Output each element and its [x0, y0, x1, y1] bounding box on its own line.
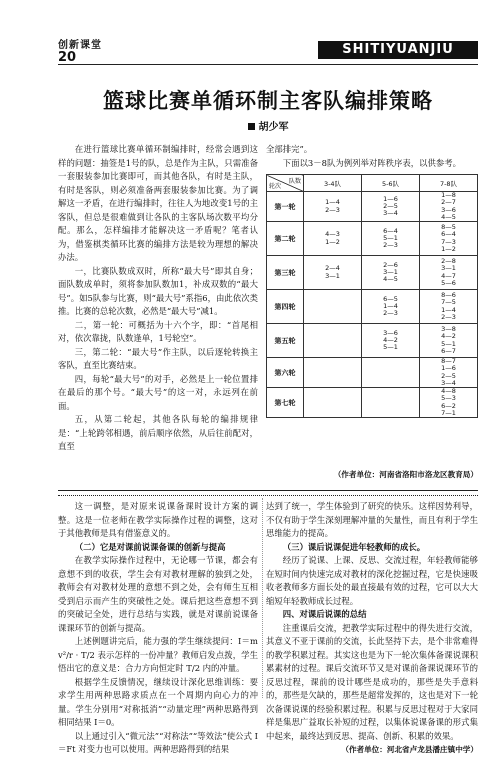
- table-cell: 8—7 1—6 2—5 3—4: [420, 358, 478, 388]
- round-label: 第六轮: [267, 358, 304, 388]
- column-header: 3-4队: [304, 175, 362, 192]
- second-article-left-column: [58, 500, 258, 757]
- paragraph: 在教学实际操作过程中，无论哪一节课，都会有意想不到的收获，学生会有对教材理解的独到之处，教师会有对教材处理的意想不到之处，会有师生互相受到启示而产生的突破性之处。课后把这些意想不到的突破记全处，进行总结与实践，就是对课前说课备课课环节的创新与提高。: [58, 555, 258, 633]
- table-cell: 2—8 3—1 4—7 5—6: [420, 256, 478, 290]
- table-cell: 8—6 7—5 1—4 2—3: [420, 290, 478, 324]
- author-name: 胡少军: [258, 122, 289, 133]
- table-cell: 2—4 3—1: [304, 256, 362, 290]
- author-affiliation: （作者单位：河北省卢龙县潘庄镇中学）: [341, 745, 478, 754]
- round-label: 第七轮: [267, 388, 304, 418]
- square-bullet-icon: [248, 123, 255, 130]
- paragraph: 在进行篮球比赛单循环制编排时，经常会遇到这样的问题：抽签是1号的队，总是作为主队，只需准备一套服装参加比赛即可，而其他各队，有时是主队，有时是客队，则必须准备两套服装参加比赛。为了调解这一矛盾，在进行编排时，往往人为地改变1号的主客队，但总是很难做到让各队的主客队场次数平均分配。那么，怎样编排才能解决这一矛盾呢？笔者认为，借鉴棋类循环比赛的编排方法是较为理想的解决办法。: [58, 144, 258, 262]
- table-row: [267, 222, 478, 256]
- table-cell: 3—8 4—2 5—1 6—7: [420, 324, 478, 358]
- table-cell: [304, 388, 362, 418]
- table-cell: 4—8 5—3 6—2 7—1: [420, 388, 478, 418]
- column-rule: [262, 498, 263, 698]
- author-affiliation: （作者单位：河南省洛阳市洛龙区教育局）: [333, 470, 478, 479]
- corner-label-rounds: 轮次: [269, 183, 282, 190]
- paragraph: 注重课后交流，把教学实际过程中的得失进行交流，其意义不亚于课前的交流，长此坚持下去，是个非常难得的教学积累过程。其实这也是为下一轮次集体备课说课积累素材的过程。课后交流环节又是对课前备课说课环节的反思过程，课前的设计哪些是成功的，那些是失手意料的，那些是欠缺的，那些是超常发挥的，这也是对下一轮次备课说课的经验积累过程。积累与反思过程对于大家同样是集思广益取长补短的过程，以集体说课备课的形式集中起来，最终达到反思、提高、创新、积累的效果。: [266, 622, 478, 741]
- paragraph: 一，比赛队数成双时，所称“最大号”即其自身；面队数成单时，须将参加队数加1，补成双数的“最大号”。如5队参与比赛，则“最大号”系指6，由此依次类推。比赛的总轮次数，必然是“最大号”减1。: [58, 265, 258, 316]
- table-cell: 8—5 6—4 7—3 1—2: [420, 222, 478, 256]
- paragraph: 经历了说课、上课、反思、交流过程，年轻教师能够在短时间内快速完成对教材的深化挖掘过程，它是快速吸收老教师多方面长处的最直接最有效的过程，它可以大大缩短年轻教师成长过程。: [266, 555, 478, 606]
- paragraph: 这一调整，是对原来说课备课时设计方案的调整。这是一位老师在教学实际操作过程的调整，这对于其他教师是具有借鉴意义的。: [58, 501, 258, 538]
- paragraph: 三，第二轮：“最大号”作主队，以后逐轮转换主客队，直至比赛结束。: [58, 346, 258, 370]
- table-cell: 1—6 2—5 3—4: [362, 192, 420, 222]
- paragraph: 五，从第二轮起，其他各队每轮的编排规律是：“上轮跨邻相遇，前后顺序依然，从后往前配对，直至: [58, 414, 258, 451]
- table-header-row: [267, 175, 478, 192]
- table-row: [267, 256, 478, 290]
- round-label: 第三轮: [267, 256, 304, 290]
- paragraph: 全部排完”。: [266, 144, 313, 154]
- round-label: 第二轮: [267, 222, 304, 256]
- table-cell: 1—8 2—7 3—6 4—5: [420, 192, 478, 222]
- round-label: 第五轮: [267, 324, 304, 358]
- article-left-column: [58, 143, 258, 454]
- article-right-column: [266, 143, 478, 170]
- table-cell: 2—6 3—1 4—5: [362, 256, 420, 290]
- table-cell: 6—5 1—4 2—3: [362, 290, 420, 324]
- round-label: 第四轮: [267, 290, 304, 324]
- section-divider: [58, 490, 478, 496]
- table-cell: 1—4 2—3: [304, 192, 362, 222]
- table-corner-cell: [267, 175, 304, 192]
- table-row: [267, 358, 478, 388]
- column-header: 7-8队: [420, 175, 478, 192]
- section-heading: 四、对课后说课的总结: [282, 609, 367, 619]
- page-header: [0, 0, 500, 65]
- author-line: [58, 118, 478, 133]
- section-heading: （二）它是对课前说课备课的创新与提高: [74, 541, 226, 552]
- section-heading: （三）课后说课促进年轻教师的成长。: [282, 541, 426, 552]
- table-cell: [304, 358, 362, 388]
- table-cell: 6—4 5—1 2—3: [362, 222, 420, 256]
- table-row: [267, 192, 478, 222]
- paragraph: 二，第一轮：可概括为十六个字，即：“首尾相对，依次靠拢，队数逢单，1号轮空”。: [58, 319, 258, 343]
- column-label: 创新课堂: [58, 40, 102, 51]
- corner-label-teams: 队数: [288, 178, 301, 185]
- table-cell: [304, 324, 362, 358]
- round-label: 第一轮: [267, 192, 304, 222]
- column-header: 5-6队: [362, 175, 420, 192]
- table-cell: 3—6 4—2 5—1: [362, 324, 420, 358]
- header-rule: [58, 64, 478, 65]
- table-cell: [362, 358, 420, 388]
- paragraph: 上述例题讲完后，能力强的学生继续提问：I＝m v²/r · T/2 表示怎样的一份冲量？教师启发点拨，学生悟出它的意义是：合力方向恒定时 T/2 内的冲量。: [58, 636, 258, 673]
- table-cell: [304, 290, 362, 324]
- table-cell: 4—3 1—2: [304, 222, 362, 256]
- brand-banner: SHITIYUANJIU: [318, 41, 478, 59]
- paragraph: 根据学生反馈情况，继续设计深化思维训练：要求学生用两种思路求质点在一个周期内向心力的冲量。学生分别用“对称抵消”“动量定理”两种思路得到相同结果 I＝0。: [58, 676, 258, 727]
- table-row: [267, 388, 478, 418]
- article-title: 篮球比赛单循环制主客队编排策略: [103, 89, 433, 113]
- schedule-table: [266, 174, 478, 418]
- paragraph: 以上通过引入“微元法”“对称法”“等效法”使公式 I＝Ft 对变力也可以使用。两种思路得到的结果: [58, 730, 258, 754]
- paragraph: 达到了统一，学生体验到了研究的快乐。这样因势利导，不仅有助于学生深刻理解冲量的矢量性，而且有利于学生思维能力的提高。: [266, 501, 478, 538]
- table-row: [267, 290, 478, 324]
- second-article-right-column: [266, 500, 478, 757]
- page-number: 20: [58, 50, 77, 65]
- paragraph: 下面以3－8队为例列举对阵秩序表，以供参考。: [282, 157, 461, 168]
- table-cell: [362, 388, 420, 418]
- paragraph: 四，每轮“最大号”的对手，必然是上一轮位置排在最后的那个号。“最大号”的这一对，永远列在前面。: [58, 373, 258, 411]
- table-row: [267, 324, 478, 358]
